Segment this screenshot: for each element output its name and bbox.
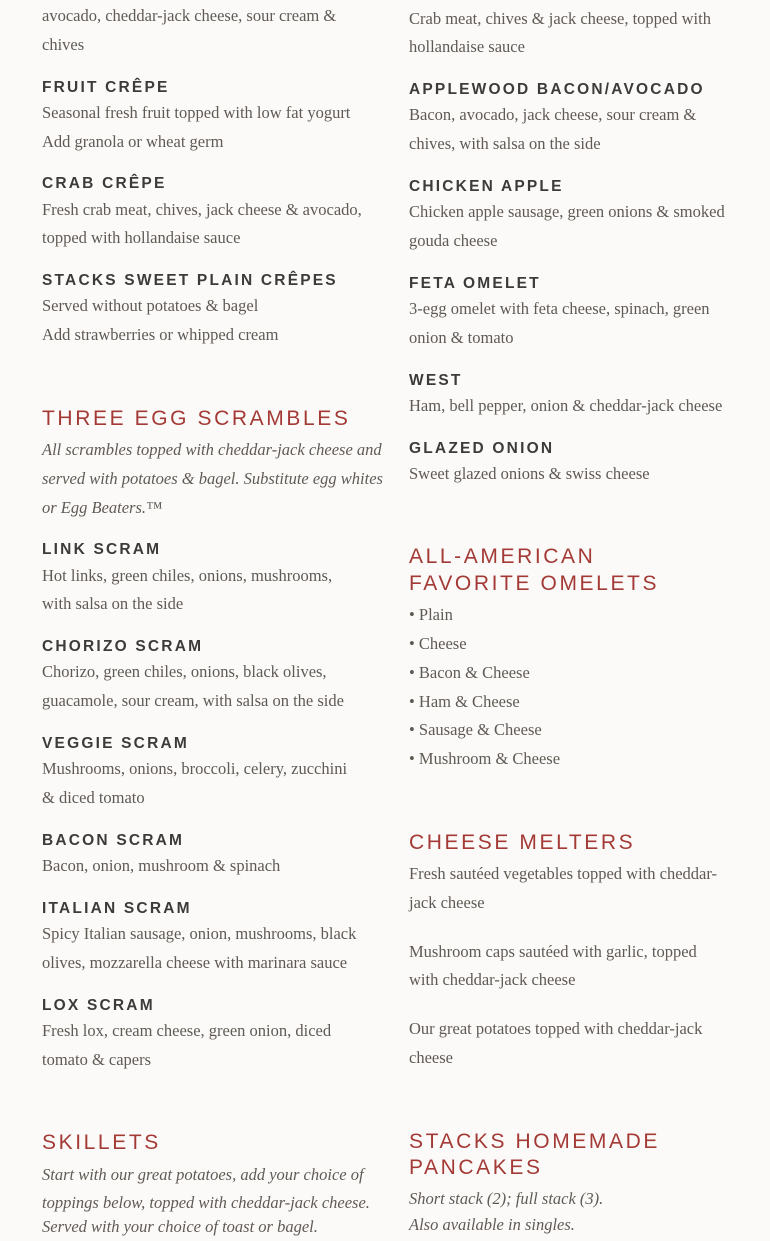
omelet-list-item: • Plain <box>409 605 453 624</box>
omelet-list-item: • Bacon & Cheese <box>409 663 530 682</box>
item-description: Hot links, green chiles, onions, mushrooms, <box>42 566 333 585</box>
item-description: onion & tomato <box>409 328 514 347</box>
section-intro: Start with our great potatoes, add your choice of <box>42 1165 364 1184</box>
menu-item-title: GLAZED ONION <box>409 440 555 457</box>
section-intro: Short stack (2); full stack (3). <box>409 1189 604 1208</box>
menu-item-title: CRAB CRÊPE <box>42 175 167 192</box>
item-description: jack cheese <box>409 893 485 912</box>
item-description: guacamole, sour cream, with salsa on the side <box>42 691 344 710</box>
menu-item-title: ITALIAN SCRAM <box>42 900 192 917</box>
item-description: Spicy Italian sausage, onion, mushrooms, black <box>42 924 357 943</box>
item-description: Bacon, avocado, jack cheese, sour cream & <box>409 105 697 124</box>
section-title-skillets: SKILLETS <box>42 1131 161 1154</box>
section-title-pancakes-2: PANCAKES <box>409 1156 543 1179</box>
item-description: Fresh sautéed vegetables topped with cheddar- <box>409 864 718 883</box>
section-intro: All scrambles topped with cheddar-jack cheese and <box>42 440 382 459</box>
item-description: with cheddar-jack cheese <box>409 970 576 989</box>
omelet-list-item: • Cheese <box>409 634 467 653</box>
item-description: Bacon, onion, mushroom & spinach <box>42 856 281 875</box>
item-description: Chorizo, green chiles, onions, black olives, <box>42 662 327 681</box>
item-description: Fresh lox, cream cheese, green onion, diced <box>42 1021 332 1040</box>
section-title-omelets: ALL-AMERICAN <box>409 545 596 568</box>
item-description: Fresh crab meat, chives, jack cheese & avocado, <box>42 200 362 219</box>
item-description: chives, with salsa on the side <box>409 134 601 153</box>
section-intro: Also available in singles. <box>409 1215 575 1234</box>
menu-item-title: CHORIZO SCRAM <box>42 638 204 655</box>
item-description: gouda cheese <box>409 231 498 250</box>
item-description: olives, mozzarella cheese with marinara sauce <box>42 953 348 972</box>
menu-item-title: VEGGIE SCRAM <box>42 735 189 752</box>
item-description: Sweet glazed onions & swiss cheese <box>409 464 650 483</box>
item-description: Served without potatoes & bagel <box>42 296 259 315</box>
menu-item-title: FRUIT CRÊPE <box>42 79 170 96</box>
section-title-cheese-melters: CHEESE MELTERS <box>409 831 636 854</box>
section-intro: served with potatoes & bagel. Substitute egg whites <box>42 469 383 488</box>
item-description: Add strawberries or whipped cream <box>42 325 279 344</box>
section-intro: Served with your choice of toast or bagel. <box>42 1217 318 1236</box>
item-description: chives <box>42 35 85 54</box>
omelet-list-item: • Sausage & Cheese <box>409 720 542 739</box>
menu-item-title: BACON SCRAM <box>42 832 185 849</box>
item-description: tomato & capers <box>42 1050 152 1069</box>
menu-item-title: STACKS SWEET PLAIN CRÊPES <box>42 272 338 289</box>
omelet-list-item: • Ham & Cheese <box>409 692 520 711</box>
item-description: Add granola or wheat germ <box>42 132 224 151</box>
section-intro: toppings below, topped with cheddar-jack cheese. <box>42 1193 370 1212</box>
item-description: Our great potatoes topped with cheddar-jack <box>409 1019 703 1038</box>
menu-item-title: LOX SCRAM <box>42 997 155 1014</box>
item-description: Crab meat, chives & jack cheese, topped with <box>409 9 711 28</box>
menu-item-title: WEST <box>409 372 463 389</box>
menu-item-title: CHICKEN APPLE <box>409 178 564 195</box>
menu-item-title: FETA OMELET <box>409 275 541 292</box>
item-description: with salsa on the side <box>42 594 184 613</box>
item-description: topped with hollandaise sauce <box>42 228 241 247</box>
section-title-scrambles: THREE EGG SCRAMBLES <box>42 407 351 430</box>
item-description: cheese <box>409 1048 453 1067</box>
menu-item-title: LINK SCRAM <box>42 541 162 558</box>
item-description: 3-egg omelet with feta cheese, spinach, green <box>409 299 710 318</box>
item-description: Mushrooms, onions, broccoli, celery, zucchini <box>42 759 348 778</box>
menu-item-title: APPLEWOOD BACON/AVOCADO <box>409 81 705 98</box>
section-title-pancakes: STACKS HOMEMADE <box>409 1130 660 1153</box>
omelet-list-item: • Mushroom & Cheese <box>409 749 561 768</box>
item-description: Ham, bell pepper, onion & cheddar-jack cheese <box>409 396 723 415</box>
item-description: Chicken apple sausage, green onions & smoked <box>409 202 725 221</box>
item-description: Seasonal fresh fruit topped with low fat yogurt <box>42 103 351 122</box>
item-description: hollandaise sauce <box>409 37 525 56</box>
section-title-omelets-2: FAVORITE OMELETS <box>409 572 660 595</box>
item-description: Mushroom caps sautéed with garlic, topped <box>409 942 697 961</box>
item-description: avocado, cheddar-jack cheese, sour cream & <box>42 6 337 25</box>
item-description: & diced tomato <box>42 788 145 807</box>
section-intro: or Egg Beaters.™ <box>42 498 163 517</box>
